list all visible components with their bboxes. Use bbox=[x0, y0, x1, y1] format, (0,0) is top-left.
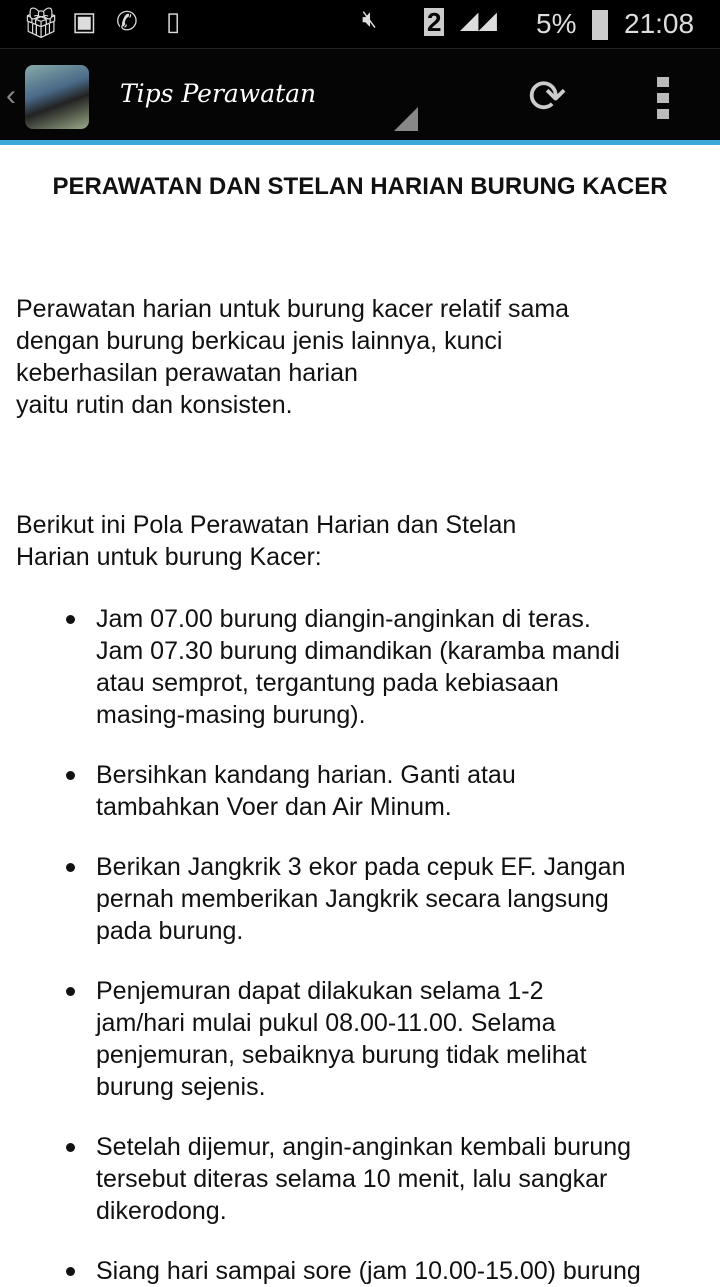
bullet-item-line: Jam 07.00 burung diangin-anginkan di teras. bbox=[96, 605, 591, 633]
bullet-item-line: Penjemuran dapat dilakukan selama 1-2 bbox=[96, 977, 544, 1005]
refresh-icon[interactable]: ⟳ bbox=[528, 70, 567, 122]
bullet-item-line: penjemuran, sebaiknya burung tidak melihat bbox=[96, 1041, 587, 1069]
bullet-icon bbox=[66, 771, 75, 780]
paragraph-line: Berikut ini Pola Perawatan Harian dan Stelan bbox=[16, 511, 517, 539]
bullet-icon bbox=[66, 1267, 75, 1276]
gallery-icon: ▣ bbox=[72, 6, 97, 36]
action-bar bbox=[0, 48, 720, 140]
app-title[interactable]: Tips Perawatan bbox=[120, 79, 317, 108]
sim-indicator: 2 bbox=[424, 8, 444, 36]
article-heading: PERAWATAN DAN STELAN HARIAN BURUNG KACER bbox=[52, 173, 668, 200]
overflow-menu-icon[interactable] bbox=[657, 77, 669, 125]
accent-divider bbox=[0, 140, 720, 145]
bullet-item-line: pada burung. bbox=[96, 917, 244, 945]
bullet-icon bbox=[66, 615, 75, 624]
signal-icon: ◢◢ bbox=[460, 7, 497, 34]
battery-icon bbox=[592, 10, 608, 40]
paragraph-line: yaitu rutin dan konsisten. bbox=[16, 391, 293, 419]
bullet-item-line: Jam 07.30 burung dimandikan (karamba mandi bbox=[96, 637, 620, 665]
bullet-item-line: pernah memberikan Jangkrik secara langsung bbox=[96, 885, 609, 913]
status-bar bbox=[0, 0, 720, 48]
paragraph-line: dengan burung berkicau jenis lainnya, kunci bbox=[16, 327, 503, 355]
paragraph-line: Perawatan harian untuk burung kacer relatif sama bbox=[16, 295, 570, 323]
bullet-icon bbox=[66, 987, 75, 996]
gift-icon: 🎁︎ bbox=[22, 7, 61, 40]
paragraph-line: Harian untuk burung Kacer: bbox=[16, 543, 322, 571]
bullet-item-line: jam/hari mulai pukul 08.00-11.00. Selama bbox=[96, 1009, 556, 1037]
bullet-item-line: atau semprot, tergantung pada kebiasaan bbox=[96, 669, 559, 697]
bullet-item-line: masing-masing burung). bbox=[96, 701, 366, 729]
clock: 21:08 bbox=[624, 8, 695, 39]
bullet-item-line: Berikan Jangkrik 3 ekor pada cepuk EF. Jangan bbox=[96, 853, 626, 881]
mute-icon: 🔇︎ bbox=[362, 6, 378, 33]
bullet-icon bbox=[66, 863, 75, 872]
bullet-item-line: Setelah dijemur, angin-anginkan kembali burung bbox=[96, 1133, 632, 1161]
whatsapp-icon: ✆ bbox=[116, 6, 138, 36]
bullet-item-line: burung sejenis. bbox=[96, 1073, 266, 1101]
bullet-item-line: tersebut diteras selama 10 menit, lalu sangkar bbox=[96, 1165, 608, 1193]
bullet-icon bbox=[66, 1143, 75, 1152]
bullet-item-line: Bersihkan kandang harian. Ganti atau bbox=[96, 761, 516, 789]
spinner-indicator-icon bbox=[394, 107, 418, 131]
bullet-item-line: Siang hari sampai sore (jam 10.00-15.00) burung bbox=[96, 1257, 641, 1285]
back-icon[interactable]: ‹ bbox=[6, 79, 16, 112]
phone-check-icon: ▯ bbox=[166, 6, 181, 36]
bullet-item-line: dikerodong. bbox=[96, 1197, 227, 1225]
paragraph-line: keberhasilan perawatan harian bbox=[16, 359, 358, 387]
battery-percent: 5% bbox=[536, 8, 577, 39]
app-icon[interactable] bbox=[25, 65, 89, 129]
bullet-item-line: tambahkan Voer dan Air Minum. bbox=[96, 793, 452, 821]
